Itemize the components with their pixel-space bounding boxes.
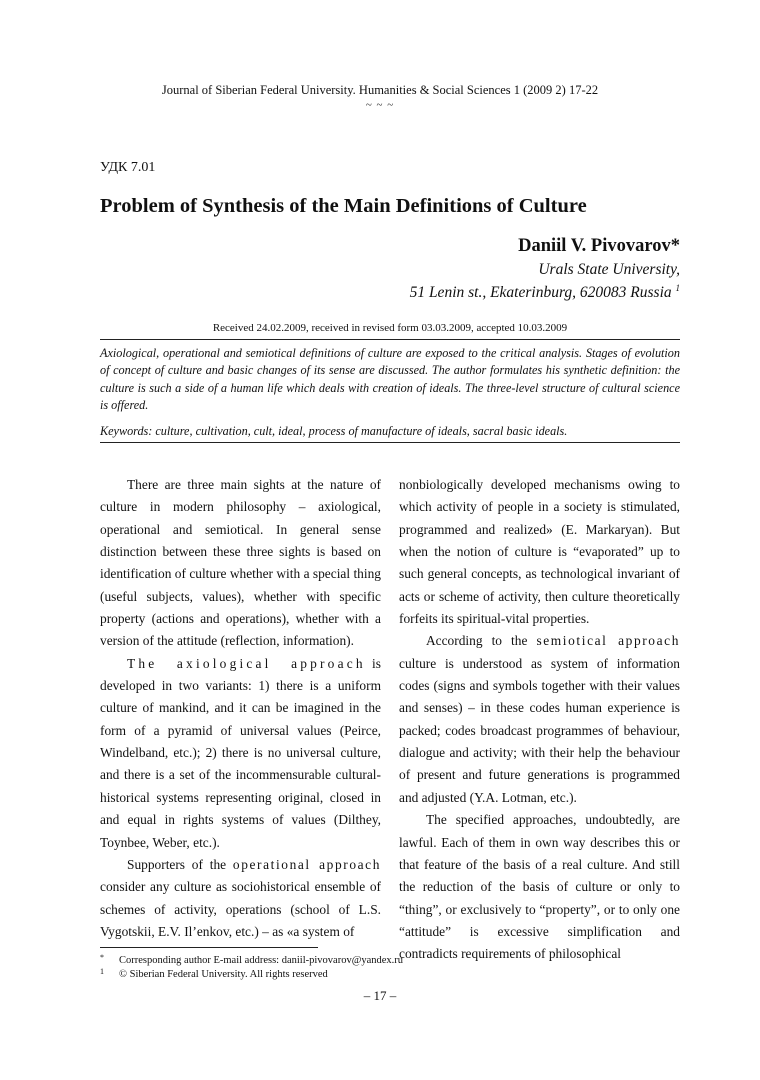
axiological-approach-term: The axiological approach (127, 655, 366, 671)
footnote-1-text: Corresponding author E-mail address: daniil-pivovarov@yandex.ru (119, 955, 404, 966)
header-ornament: ~ ~ ~ (365, 99, 395, 111)
affiliation-address: 51 Lenin st., Ekaterinburg, 620083 Russia (409, 284, 676, 302)
page-number: – 17 – (363, 988, 397, 1003)
body-paragraph-4-text: culture is understood as system of information codes (signs and symbols together with their values and senses) – in these codes human experience is packed; codes broadcast programmes of behaviour, dialogue and activity; with their help the behaviour of present and future generations is programmed and adjusted (Y.A. Lotman, etc.). (399, 655, 680, 805)
body-column-left (100, 474, 381, 943)
body-paragraph-2-text: is developed in two variants: 1) there is a uniform culture of mankind, and it can be imagined in the form of a pyramid of universal values (Peirce, Windelband, etc.); 2) there is no universal culture, and there is a set of the incommensurable cultural-historical systems representing original, closed in and equal in rights systems of values (Dilthey, Toynbee, Weber, etc.). (100, 655, 381, 850)
keywords: Keywords: culture, cultivation, cult, ideal, process of manufacture of ideals, sacral basic ideals. (100, 424, 568, 438)
body-paragraph-1: There are three main sights at the nature of culture in modern philosophy – axiological, operational and semiotical. In general sense distinction between these three sights is based on identification of culture whether with a special thing (useful subjects, values), whether with specific property (actions and operations), whether with a version of the attitude (reflection, information). (100, 477, 381, 649)
abstract-bottom-rule (100, 442, 680, 443)
body-paragraph-2 (100, 653, 381, 854)
body-paragraph-3-prefix: Supporters of the (127, 856, 233, 872)
body-paragraph-3-text: consider any culture as sociohistorical ensemble of schemes of activity, operations (school of L.S. Vygotskii, E.V. Il’enkov, etc.) – as «a system of (100, 879, 381, 939)
semiotical-approach-term: semiotical approach (536, 633, 680, 649)
author-affiliation-line2 (410, 283, 680, 302)
body-paragraph-3-continued: nonbiologically developed mechanisms owing to which activity of people in a society is stimulated, programmed and realized» (E. Markaryan). But when the notion of culture is “evaporated” up to such general concepts, as technological invariant of acts or scheme of activity, then culture theoretically forfeits its spiritual-vital properties. (399, 477, 680, 627)
received-dates: Received 24.02.2009, received in revised form 03.03.2009, accepted 10.03.2009 (212, 322, 568, 334)
body-paragraph-4 (399, 630, 680, 809)
body-column-right (399, 474, 680, 966)
body-paragraph-5: The specified approaches, undoubtedly, are lawful. Each of them in own way describes this or that feature of the basis of a real culture. And still the reduction of the basis of culture or only to “thing”, or exclusively to “property”, or to only one “attitude” is excessive simplification and contradicts requirements of philosophical (399, 812, 680, 962)
author-name: Daniil V. Pivovarov* (518, 236, 680, 256)
author-affiliation-line1: Urals State University, (538, 261, 680, 278)
journal-header: Journal of Siberian Federal University. Humanities & Social Sciences 1 (2009 2) 17-22 (161, 83, 599, 97)
operational-approach-term: operational approach (232, 856, 381, 872)
footnote-2-mark: 1 (100, 967, 104, 976)
abstract-top-rule (100, 339, 680, 340)
footnote-2 (100, 965, 328, 982)
udk-code: УДК 7.01 (100, 160, 156, 175)
abstract: Axiological, operational and semiotical definitions of culture are exposed to the critical analysis. Stages of evolution of concept of culture and basic changes of its sense are discussed. The author formulates his synthetic definition: the culture is such a side of a human life which deals with creation of ideals. The three-level structure of cultural science is offered. (100, 346, 680, 412)
body-paragraph-4-prefix: According to the (426, 633, 537, 649)
footnote-2-text: © Siberian Federal University. All rights reserved (119, 969, 328, 980)
body-paragraph-3-start (100, 854, 381, 943)
footnote-rule (100, 947, 318, 948)
affiliation-footnote-mark: 1 (675, 283, 680, 293)
article-title: Problem of Synthesis of the Main Definitions of Culture (100, 195, 587, 217)
footnote-1-mark: * (100, 953, 104, 962)
